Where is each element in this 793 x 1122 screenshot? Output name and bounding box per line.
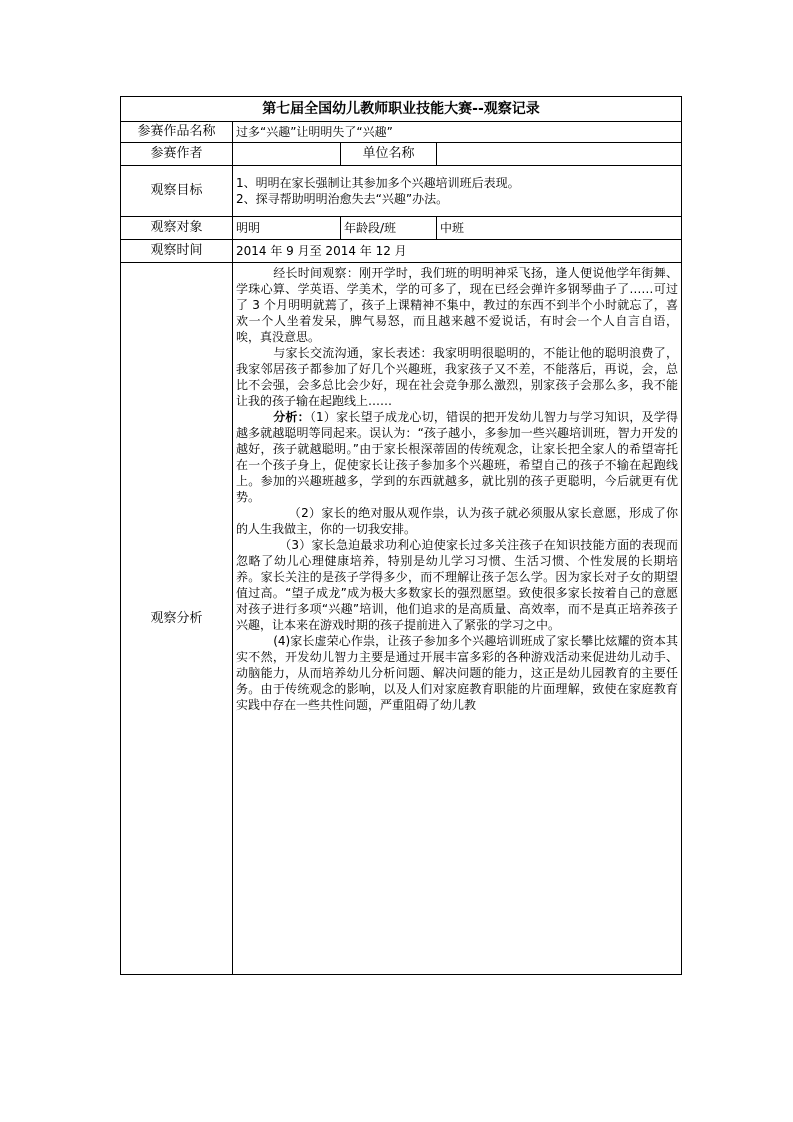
author-label: 参赛作者 [121,143,233,166]
goal-item: 2、探寻帮助明明治愈失去“兴趣”办法。 [236,192,449,206]
analysis-paragraph-5: （3）家长急迫最求功利心迫使家长过多关注孩子在知识技能方面的表现而忽略了幼儿心理健康培养，特别是幼儿学习习惯、生活习惯、个性发展的长期培养。家长关注的是孩子学得多少，而不理解让孩子怎么学。因为家长对子女的期望值过高。“望子成龙”成为极大多数家长的强烈愿望。致使很多家长按着自己的意愿对孩子进行多项“兴趣”培训，他们追求的是高质量、高效率，而不是真正培养孩子兴趣，让本来在游戏时期的孩子提前进入了紧张的学习之中。 [236,538,678,632]
analysis-paragraph-1: 经长时间观察：刚开学时，我们班的明明神采飞扬，逢人便说他学年街舞、学珠心算、学英语、学美术，学的可多了，现在已经会弹许多钢琴曲子了……可过了 3 个月明明就蔫了，孩子上课精神不集中，教过的东西不到半个小时就忘了，喜欢一个人坐着发呆，脾气易怒，而且越来越不爱说话，有时会一个人自言自语，唉，真没意思。 [236,266,678,344]
time-label: 观察时间 [121,240,233,263]
work-name-label: 参赛作品名称 [121,122,233,143]
subject-label: 观察对象 [121,217,233,240]
analysis-content [233,263,682,975]
goal-item: 1、明明在家长强制让其参加多个兴趣培训班后表现。 [236,176,520,190]
unit-name-value [437,143,682,166]
time-value: 2014 年 9 月至 2014 年 12 月 [233,240,682,263]
analysis-paragraph-4: （2）家长的绝对服从观作祟，认为孩子就必须服从家长意愿，形成了你的人生我做主，你的一切我安排。 [236,506,678,536]
analysis-paragraph-2: 与家长交流沟通，家长表述：我家明明很聪明的，不能让他的聪明浪费了，我家邻居孩子都参加了好几个兴趣班，我家孩子又不差，不能落后，再说，会，总比不会强，会多总比会少好，现在社会竞争那么激烈，别家孩子会那么多，我不能让我的孩子输在起跑线上…… [236,346,678,408]
document-title: 第七届全国幼儿教师职业技能大赛--观察记录 [121,97,682,122]
grade-value: 中班 [437,217,682,240]
analysis-paragraph-6: (4)家长虚荣心作祟，让孩子参加多个兴趣培训班成了家长攀比炫耀的资本其实不然，开发幼儿智力主要是通过开展丰富多彩的各种游戏活动来促进幼儿动手、动脑能力，从而培养幼儿分析问题、解决问题的能力，这正是幼儿园教育的主要任务。由于传统观念的影响，以及人们对家庭教育职能的片面理解，致使在家庭教育实践中存在一些共性问题，严重阻碍了幼儿教 [236,634,678,712]
author-value [233,143,341,166]
analysis-paragraph-3 [236,409,678,505]
unit-name-label: 单位名称 [341,143,437,166]
analysis-point-1: （1）家长望子成龙心切，错误的把开发幼儿智力与学习知识，及学得越多就越聪明等同起来。误认为：“孩子越小，多参加一些兴趣培训班，智力开发的越好，孩子就越聪明。”由于家长根深蒂固的传统观念，让家长把全家人的希望寄托在一个孩子身上，促使家长让孩子参加多个兴趣班，希望自己的孩子不输在起跑线上。参加的兴趣班越多，学到的东西就越多，就比别的孩子更聪明，今后就更有优势。 [236,410,678,504]
goals-label: 观察目标 [121,166,233,217]
analysis-label: 观察分析 [121,263,233,975]
analysis-heading: 分析： [273,410,310,424]
subject-value: 明明 [233,217,341,240]
goals-list [233,166,682,217]
grade-label: 年龄段/班 [341,217,437,240]
observation-record-table [120,96,682,975]
work-name-value: 过多“兴趣”让明明失了“兴趣” [233,122,682,143]
